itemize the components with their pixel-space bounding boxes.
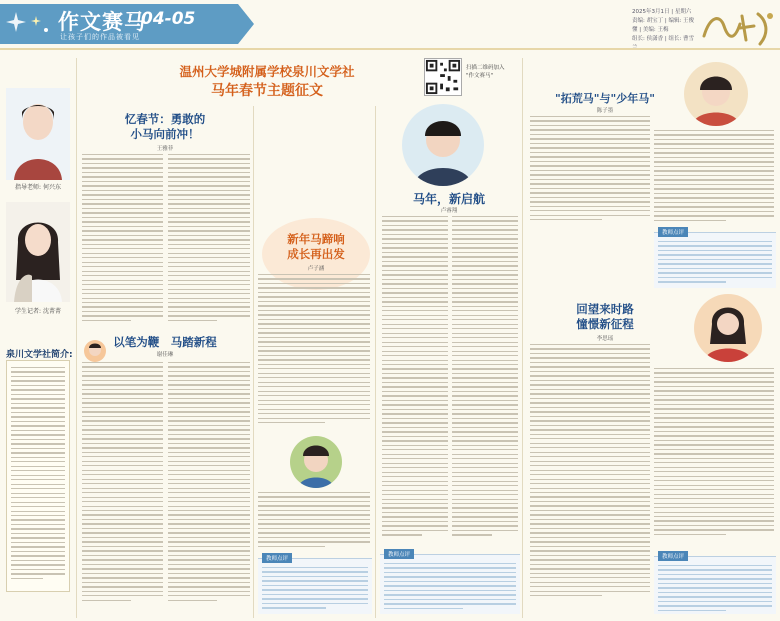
story-author: 王雅菲 xyxy=(156,146,174,152)
column-title: 马年春节主题征文 xyxy=(211,83,323,99)
story-body xyxy=(82,154,163,330)
story-body xyxy=(258,274,370,434)
column-divider xyxy=(375,106,376,618)
student-photo xyxy=(684,62,748,126)
teacher-comment-text xyxy=(384,563,516,613)
teacher-comment-tag: 教师点评 xyxy=(658,551,688,561)
story-author: 卢睿翔 xyxy=(440,208,458,214)
story-author: 谢佳琳 xyxy=(156,352,174,358)
teacher-comment xyxy=(654,232,776,288)
teacher-comment-text xyxy=(658,241,772,287)
issue-info xyxy=(632,8,698,53)
student-photo xyxy=(84,340,106,362)
teacher-comment-text xyxy=(262,567,368,613)
qr-caption-line: 扫描二维码加入 xyxy=(466,65,505,71)
masthead-tagline: 让孩子们的作品被看见 xyxy=(60,33,140,41)
teacher-comment xyxy=(380,554,520,614)
story-body xyxy=(382,216,448,550)
page-numbers: 04-05 xyxy=(141,9,196,29)
story-title-line: 新年马蹄响 xyxy=(287,232,345,246)
story-title-line: 忆春节：勇敢的 xyxy=(124,112,206,126)
story-author: 卢子涵 xyxy=(307,266,325,272)
masthead-title: 作文赛马 xyxy=(58,10,146,34)
qr-caption-line: "作文赛马" xyxy=(466,73,494,79)
story-title: 马年，新启航 xyxy=(412,192,485,206)
calligraphy-logo xyxy=(700,6,776,50)
student-reporter-photo xyxy=(6,202,70,302)
story-title: "拓荒马"与"少年马" xyxy=(555,92,655,105)
teacher-comment-tag: 教师点评 xyxy=(384,549,414,559)
teacher-comment xyxy=(654,556,776,614)
teacher-comment xyxy=(258,558,372,614)
story-body xyxy=(654,368,774,552)
column-divider xyxy=(76,58,77,618)
student-photo xyxy=(290,436,342,488)
story-body xyxy=(82,362,163,610)
advisor-photo xyxy=(6,88,70,180)
story-title-line: 成长再出发 xyxy=(287,247,345,261)
column-divider xyxy=(253,106,254,618)
story-title-line: 憧憬新征程 xyxy=(576,317,634,331)
student-reporter-caption: 学生记者: 沈菁菁 xyxy=(15,308,61,315)
feature-banner xyxy=(112,60,422,102)
sparkle-icon xyxy=(6,10,52,38)
story-body xyxy=(530,116,650,226)
story-title-line: 小马向前冲！ xyxy=(130,127,200,141)
story-title xyxy=(258,232,374,262)
advisor-caption: 指导老师: 何兴东 xyxy=(15,184,61,191)
school-name: 温州大学城附属学校泉川文学社 xyxy=(179,64,355,79)
club-intro-text xyxy=(11,367,65,587)
teacher-comment-tag: 教师点评 xyxy=(262,553,292,563)
qr-code-icon[interactable] xyxy=(424,58,462,96)
story-title xyxy=(80,112,250,142)
issue-info-line: 2025年3月1日 | 星期六 xyxy=(632,9,692,15)
page-header xyxy=(0,0,780,50)
story-title xyxy=(530,302,680,332)
qr-caption xyxy=(466,64,506,80)
story-body xyxy=(452,216,518,550)
issue-info-line: 责编: 胡宝丁 | 编辑: 王俊懂 | 美编: 王梅 xyxy=(632,18,695,33)
teacher-comment-tag: 教师点评 xyxy=(658,227,688,237)
story-body xyxy=(168,154,250,330)
teacher-comment-text xyxy=(658,565,772,613)
story-author: 陈子墨 xyxy=(596,108,614,114)
story-title-line: 回望来时路 xyxy=(576,302,634,316)
header-divider xyxy=(0,48,780,50)
story-body xyxy=(654,130,774,226)
story-body xyxy=(258,492,370,552)
club-intro-box xyxy=(6,360,70,592)
story-body xyxy=(530,344,650,610)
student-photo xyxy=(694,294,762,362)
story-author: 李思瑶 xyxy=(596,336,614,342)
left-sidebar xyxy=(0,52,74,621)
club-intro-title: 泉川文学社简介: xyxy=(6,350,73,360)
story-title: 以笔为鞭 马踏新程 xyxy=(113,335,217,349)
masthead-ribbon-tail xyxy=(238,4,254,44)
issue-info-line: 组长: 侯潇香 | 组长: 曹雪 xyxy=(632,36,695,42)
column-divider xyxy=(522,58,523,618)
student-photo xyxy=(402,104,484,186)
story-body xyxy=(168,362,250,610)
